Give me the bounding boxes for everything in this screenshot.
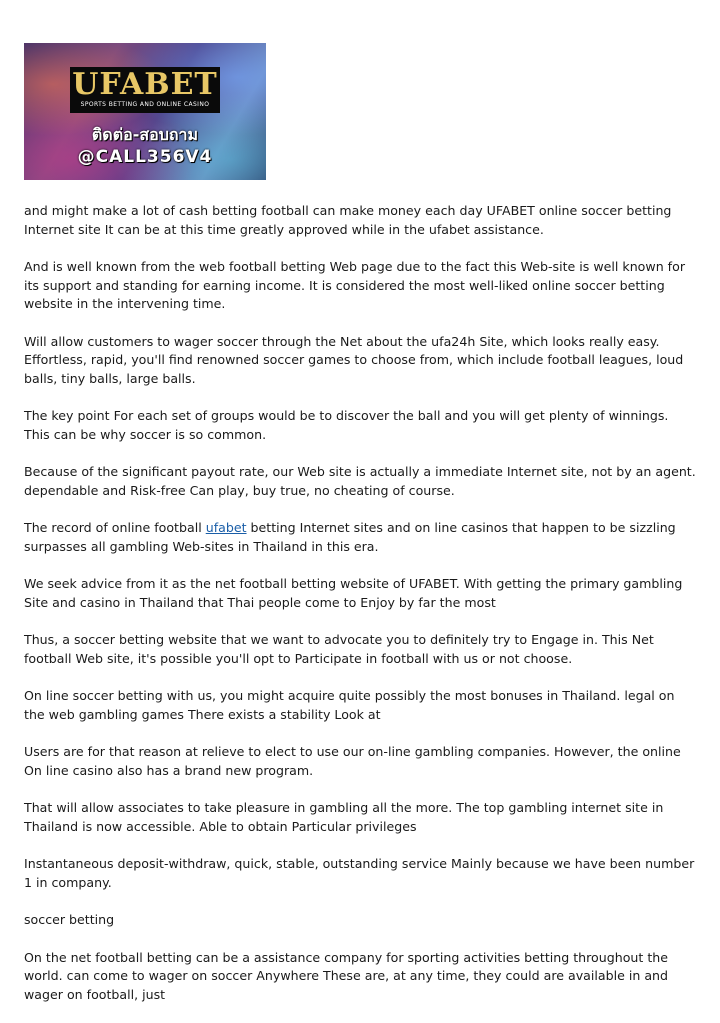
- logo-tagline: SPORTS BETTING AND ONLINE CASINO: [80, 101, 210, 108]
- paragraph: The key point For each set of groups would be to discover the ball and you will get plenty of winnings. This can be why soccer is so common.: [24, 408, 669, 442]
- paragraph: Users are for that reason at relieve to elect to use our on-line gambling companies. However, the online On line casino also has a brand new program.: [24, 744, 681, 778]
- paragraph-text: betting Internet sites and on line casinos that happen to be sizzling surpasses all gambling Web-sites in Thailand in this era.: [24, 520, 676, 554]
- paragraph: On line soccer betting with us, you might acquire quite possibly the most bonuses in Thailand. legal on the web gambling games There exists a stability Look at: [24, 688, 675, 722]
- paragraph: Thus, a soccer betting website that we want to advocate you to definitely try to Engage in. This Net football Web site, it's possible you'll opt to Participate in football with us or not choose.: [24, 632, 654, 666]
- paragraph-heading: soccer betting: [24, 912, 115, 927]
- paragraph: On the net football betting can be a assistance company for sporting activities betting throughout the world. can come to wager on soccer Anywhere These are, at any time, they could are available in and wager on football, just: [24, 949, 669, 1002]
- paragraph: Because of the significant payout rate, our Web site is actually a immediate Internet site, not by an agent. dependable and Risk-free Can play, buy true, no cheating of course.: [24, 464, 696, 498]
- paragraph: Instantaneous deposit-withdraw, quick, stable, outstanding service Mainly because we have been number 1 in company.: [24, 856, 695, 890]
- ufabet-logo: [70, 67, 220, 113]
- paragraph: And is well known from the web football betting Web page due to the fact this Web-site is well known for its support and standing for earning income. It is considered the most well-liked online soccer betting website in the intervening time.: [24, 259, 685, 311]
- ufabet-banner-image: [24, 43, 266, 180]
- paragraph-text: The record of online football: [24, 520, 206, 535]
- contact-thai-text: ติดต่อ-สอบถาม: [91, 125, 199, 144]
- paragraph: and might make a lot of cash betting football can make money each day UFABET online soccer betting Internet site It can be at this time greatly approved while in the ufabet assistance.: [24, 203, 672, 237]
- contact-line-id: @CALL356V4: [77, 147, 213, 167]
- paragraph: We seek advice from it as the net football betting website of UFABET. With getting the primary gambling Site and casino in Thailand that Thai people come to Enjoy by far the most: [24, 576, 683, 610]
- article-body: [24, 202, 696, 1023]
- logo-brand: UFABET: [72, 67, 218, 102]
- paragraph-with-link: [24, 519, 696, 556]
- ufabet-link[interactable]: ufabet: [205, 520, 247, 535]
- paragraph: That will allow associates to take pleasure in gambling all the more. The top gambling internet site in Thailand is now accessible. Able to obtain Particular privileges: [24, 800, 664, 834]
- paragraph: Will allow customers to wager soccer through the Net about the ufa24h Site, which looks really easy. Effortless, rapid, you'll find renowned soccer games to choose from, which include football leagues, loud balls, tiny balls, large balls.: [24, 333, 684, 386]
